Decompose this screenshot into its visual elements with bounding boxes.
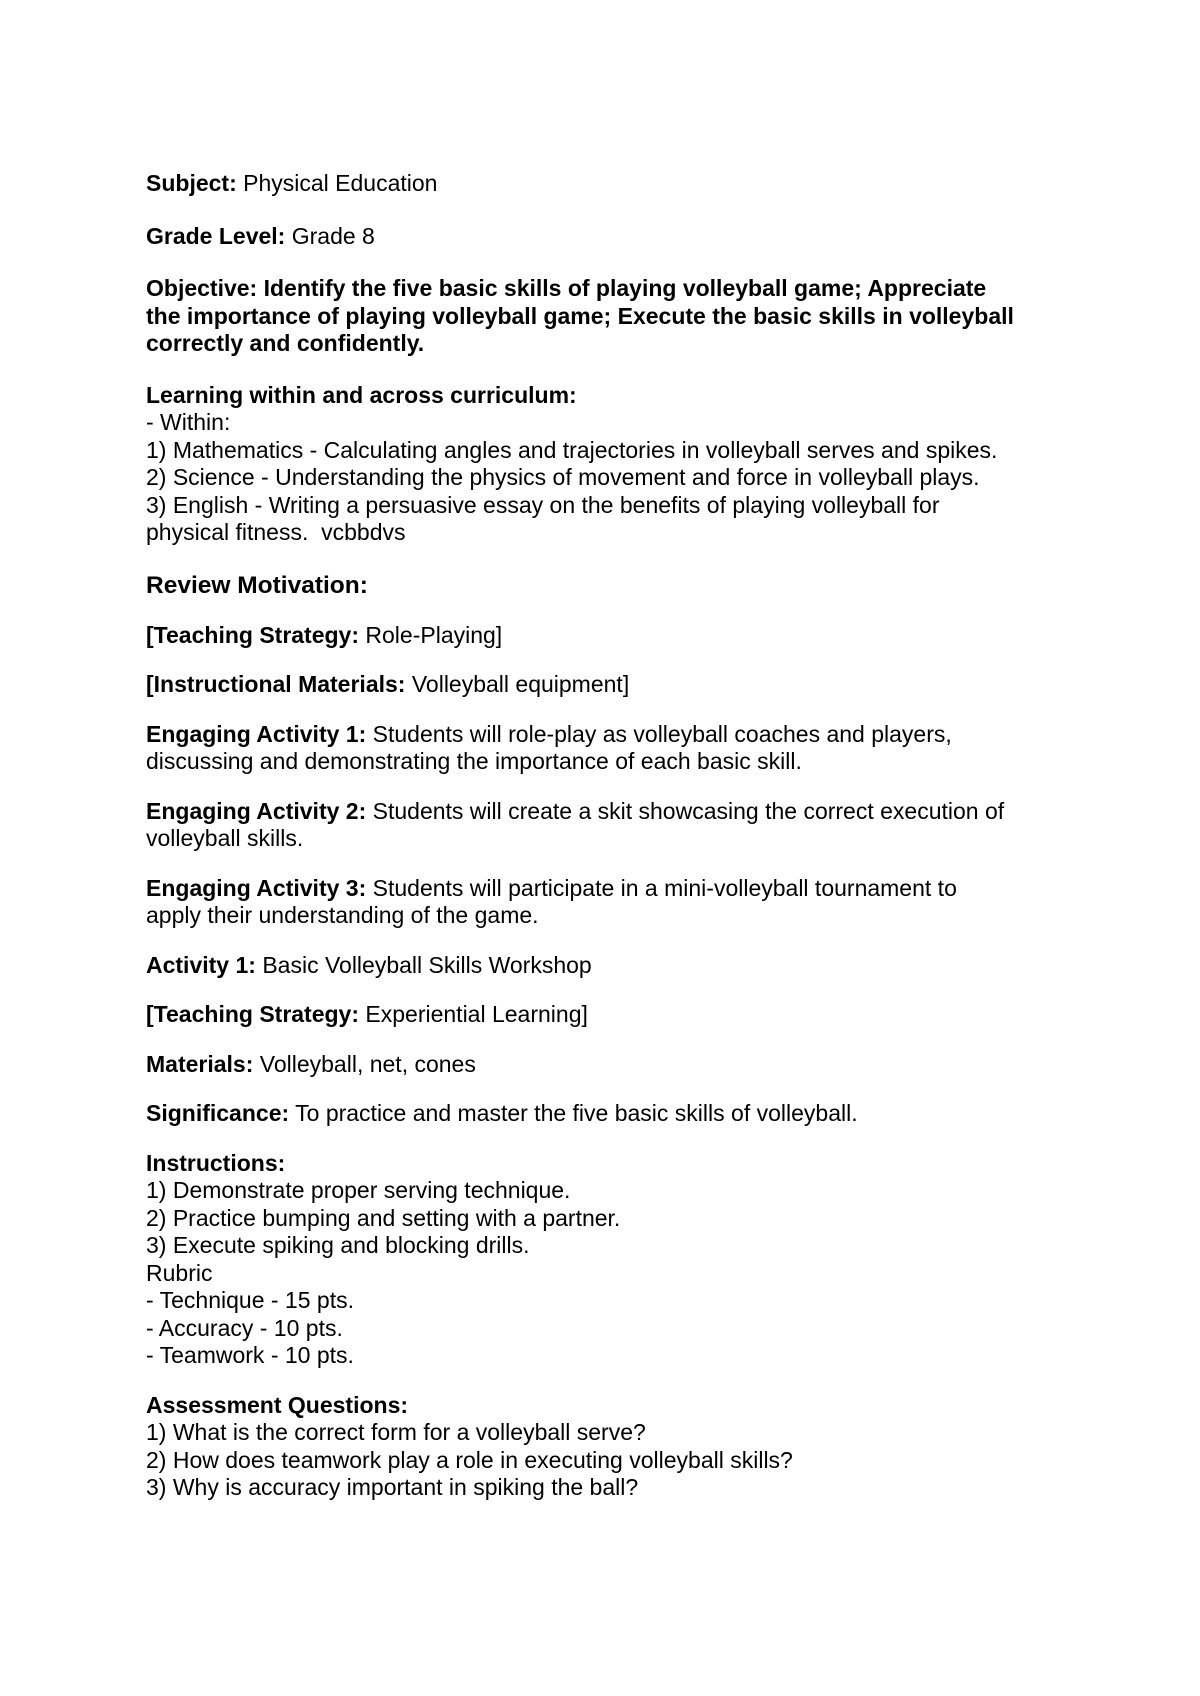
materials2-value: Volleyball, net, cones: [253, 1050, 476, 1077]
activity1-line: [146, 952, 1086, 980]
subject-label: Subject:: [146, 170, 237, 196]
rubric-item: - Teamwork - 10 pts.: [146, 1342, 354, 1368]
strategy1-open: [: [146, 621, 154, 648]
significance-label: Significance:: [146, 1100, 290, 1126]
instructions-heading: Instructions:: [146, 1149, 286, 1176]
materials1-label: Instructional Materials:: [153, 671, 406, 697]
learning-line: - Within:: [146, 409, 231, 435]
activity1-label: Activity 1:: [146, 951, 256, 978]
materials2-label: Materials:: [146, 1050, 254, 1077]
instructions-line: 2) Practice bumping and setting with a partner.: [146, 1204, 621, 1231]
engaging1-line: discussing and demonstrating the importance of each basic skill.: [146, 748, 802, 774]
learning-block: [146, 382, 1086, 547]
grade-label: Grade Level:: [146, 222, 286, 249]
engaging3-line: Students will participate in a mini-volleyball tournament to: [366, 874, 957, 901]
subject-line: [146, 170, 1086, 198]
engaging2-line: volleyball skills.: [146, 825, 304, 851]
learning-line: 2) Science - Understanding the physics of movement and force in volleyball plays.: [146, 464, 980, 490]
objective-line: correctly and confidently.: [146, 330, 425, 356]
subject-value: Physical Education: [236, 170, 438, 196]
learning-line: 3) English - Writing a persuasive essay on the benefits of playing volleyball for: [146, 491, 940, 518]
activity1-value: Basic Volleyball Skills Workshop: [255, 951, 592, 978]
rubric-item: - Technique - 15 pts.: [146, 1287, 354, 1313]
assessment-question: 3) Why is accuracy important in spiking the ball?: [146, 1474, 639, 1500]
review-heading: Review Motivation:: [146, 571, 368, 599]
engaging3-line: apply their understanding of the game.: [146, 902, 539, 928]
significance-line: [146, 1100, 1086, 1128]
engaging2-label: Engaging Activity 2:: [146, 797, 367, 824]
objective-line: the importance of playing volleyball game; Execute the basic skills in volleyball: [146, 302, 1014, 329]
objective-line: Identify the five basic skills of playing volleyball game; Appreciate: [257, 275, 987, 301]
engaging1-block: [146, 721, 1086, 776]
materials2-line: [146, 1051, 1086, 1079]
strategy1-line: [146, 622, 1086, 650]
assessment-block: [146, 1392, 1086, 1502]
engaging3-block: [146, 875, 1086, 930]
engaging1-label: Engaging Activity 1:: [146, 720, 367, 747]
learning-heading: Learning within and across curriculum:: [146, 381, 577, 408]
strategy2-line: [146, 1001, 1086, 1029]
assessment-heading: Assessment Questions:: [146, 1391, 409, 1418]
document-page: [146, 170, 1086, 1502]
engaging2-block: [146, 798, 1086, 853]
grade-value: Grade 8: [285, 222, 375, 249]
strategy1-value: Role-Playing]: [359, 621, 503, 648]
objective-block: [146, 275, 1086, 358]
strategy2-value: Experiential Learning]: [359, 1001, 588, 1027]
assessment-question: 1) What is the correct form for a volleyball serve?: [146, 1419, 646, 1445]
learning-line: physical fitness. vcbbdvs: [146, 519, 406, 545]
rubric-item: - Accuracy - 10 pts.: [146, 1314, 343, 1341]
instructions-line: 3) Execute spiking and blocking drills.: [146, 1232, 530, 1258]
materials1-value: Volleyball equipment]: [405, 671, 630, 697]
strategy1-label: Teaching Strategy:: [153, 621, 360, 648]
engaging3-label: Engaging Activity 3:: [146, 874, 367, 901]
materials1-line: [146, 671, 1086, 699]
engaging1-line: Students will role-play as volleyball coaches and players,: [366, 720, 952, 747]
instructions-line: 1) Demonstrate proper serving technique.: [146, 1177, 571, 1203]
objective-label: Objective:: [146, 275, 258, 301]
strategy2-label: Teaching Strategy:: [153, 1001, 360, 1027]
assessment-question: 2) How does teamwork play a role in executing volleyball skills?: [146, 1446, 793, 1473]
significance-value: To practice and master the five basic skills of volleyball.: [289, 1100, 858, 1126]
grade-line: [146, 223, 1086, 251]
materials1-open: [: [146, 671, 154, 697]
rubric-label: Rubric: [146, 1259, 213, 1286]
strategy2-open: [: [146, 1001, 154, 1027]
instructions-block: [146, 1150, 1086, 1370]
learning-line: 1) Mathematics - Calculating angles and trajectories in volleyball serves and spikes.: [146, 436, 998, 463]
engaging2-line: Students will create a skit showcasing the correct execution of: [366, 797, 1005, 824]
